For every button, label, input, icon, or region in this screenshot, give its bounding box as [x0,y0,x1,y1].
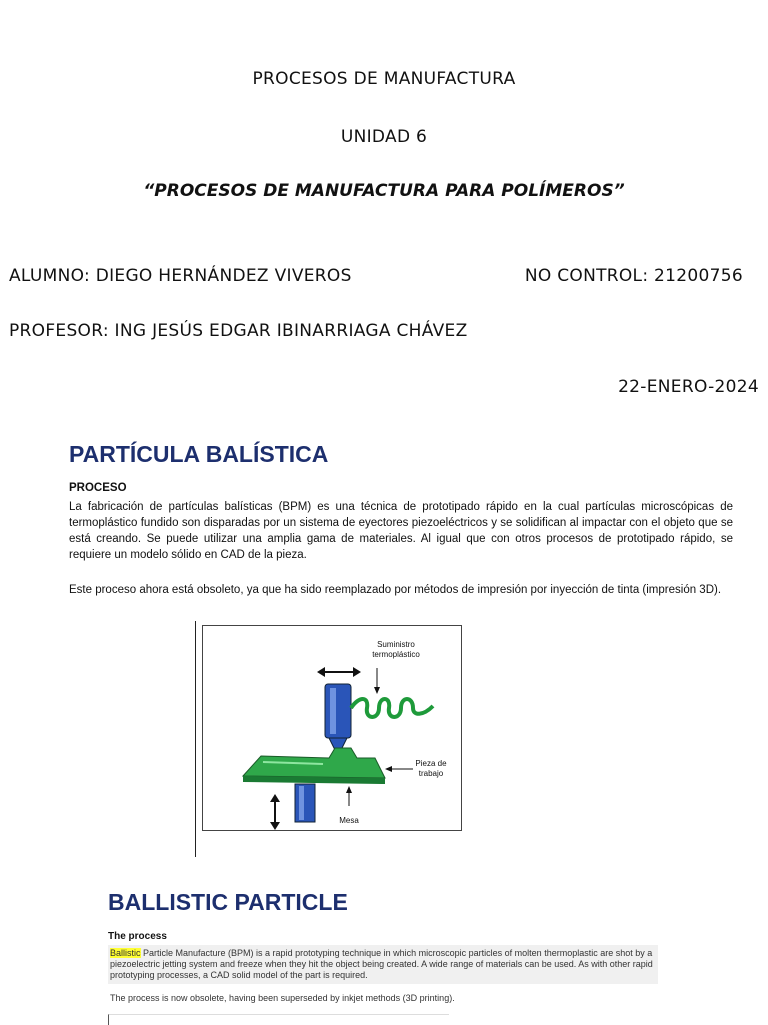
student-name: ALUMNO: DIEGO HERNÁNDEZ VIVEROS [9,266,352,286]
section-title-es: PARTÍCULA BALÍSTICA [69,441,329,467]
paragraph-es-2: Este proceso ahora está obsoleto, ya que ha sido reemplazado por métodos de impresión por inyección de tinta (impresión 3D). [69,584,722,596]
process-label-en: The process [108,931,167,942]
nozzle-icon [325,684,351,750]
unit-title: UNIDAD 6 [340,127,428,147]
coil-icon [351,699,433,717]
process-label-es: PROCESO [69,482,127,494]
section-title-en: BALLISTIC PARTICLE [108,889,348,915]
bpm-diagram [202,625,462,831]
paragraph-en-1-text: Particle Manufacture (BPM) is a rapid prototyping technique in which microscopic particles of molten thermoplastic are shot by a piezoelectric jetting system and freeze when they hit the object being created. A wide range of materials can be used. As with other rapid prototyping processes, a CAD solid model of the part is required. [110,948,653,980]
course-title: PROCESOS DE MANUFACTURA [252,69,516,89]
scan-paragraph-en-2: The process is now obsolete, having been superseded by inkjet methods (3D printing). [108,991,658,1006]
highlight-ballistic: Ballistic [110,948,141,958]
label-table: Mesa [339,816,359,825]
figure-frame [195,621,466,857]
paragraph-es-1: La fabricación de partículas balísticas (BPM) es una técnica de prototipado rápido en la cual partículas microscópicas de termoplástico fundido son disparadas por un sistema de eyectores piezoeléctricos y se solidifican al impactar con el objeto que se está creando. Se puede utilizar una amplia gama de materiales. Al igual que con otros procesos de prototipado rápido, se requiere un modelo sólido en CAD de la pieza. [69,501,733,561]
document-subtitle: “PROCESOS DE MANUFACTURA PARA POLÍMEROS” [143,181,625,201]
vertical-arrow-icon [270,794,280,830]
scan-paragraph-en-1 [108,945,658,984]
label-supply: Suministro termoplástico [372,640,420,659]
document-date: 22-ENERO-2024 [618,377,759,397]
workpiece-icon [243,748,385,784]
next-figure-edge [108,1014,449,1025]
horizontal-arrow-icon [317,667,361,677]
control-number: NO CONTROL: 21200756 [524,266,743,286]
label-workpiece: Pieza de trabajo [415,759,447,778]
table-column-icon [295,784,315,822]
professor-name: PROFESOR: ING JESÚS EDGAR IBINARRIAGA CHÁVEZ [9,321,468,341]
